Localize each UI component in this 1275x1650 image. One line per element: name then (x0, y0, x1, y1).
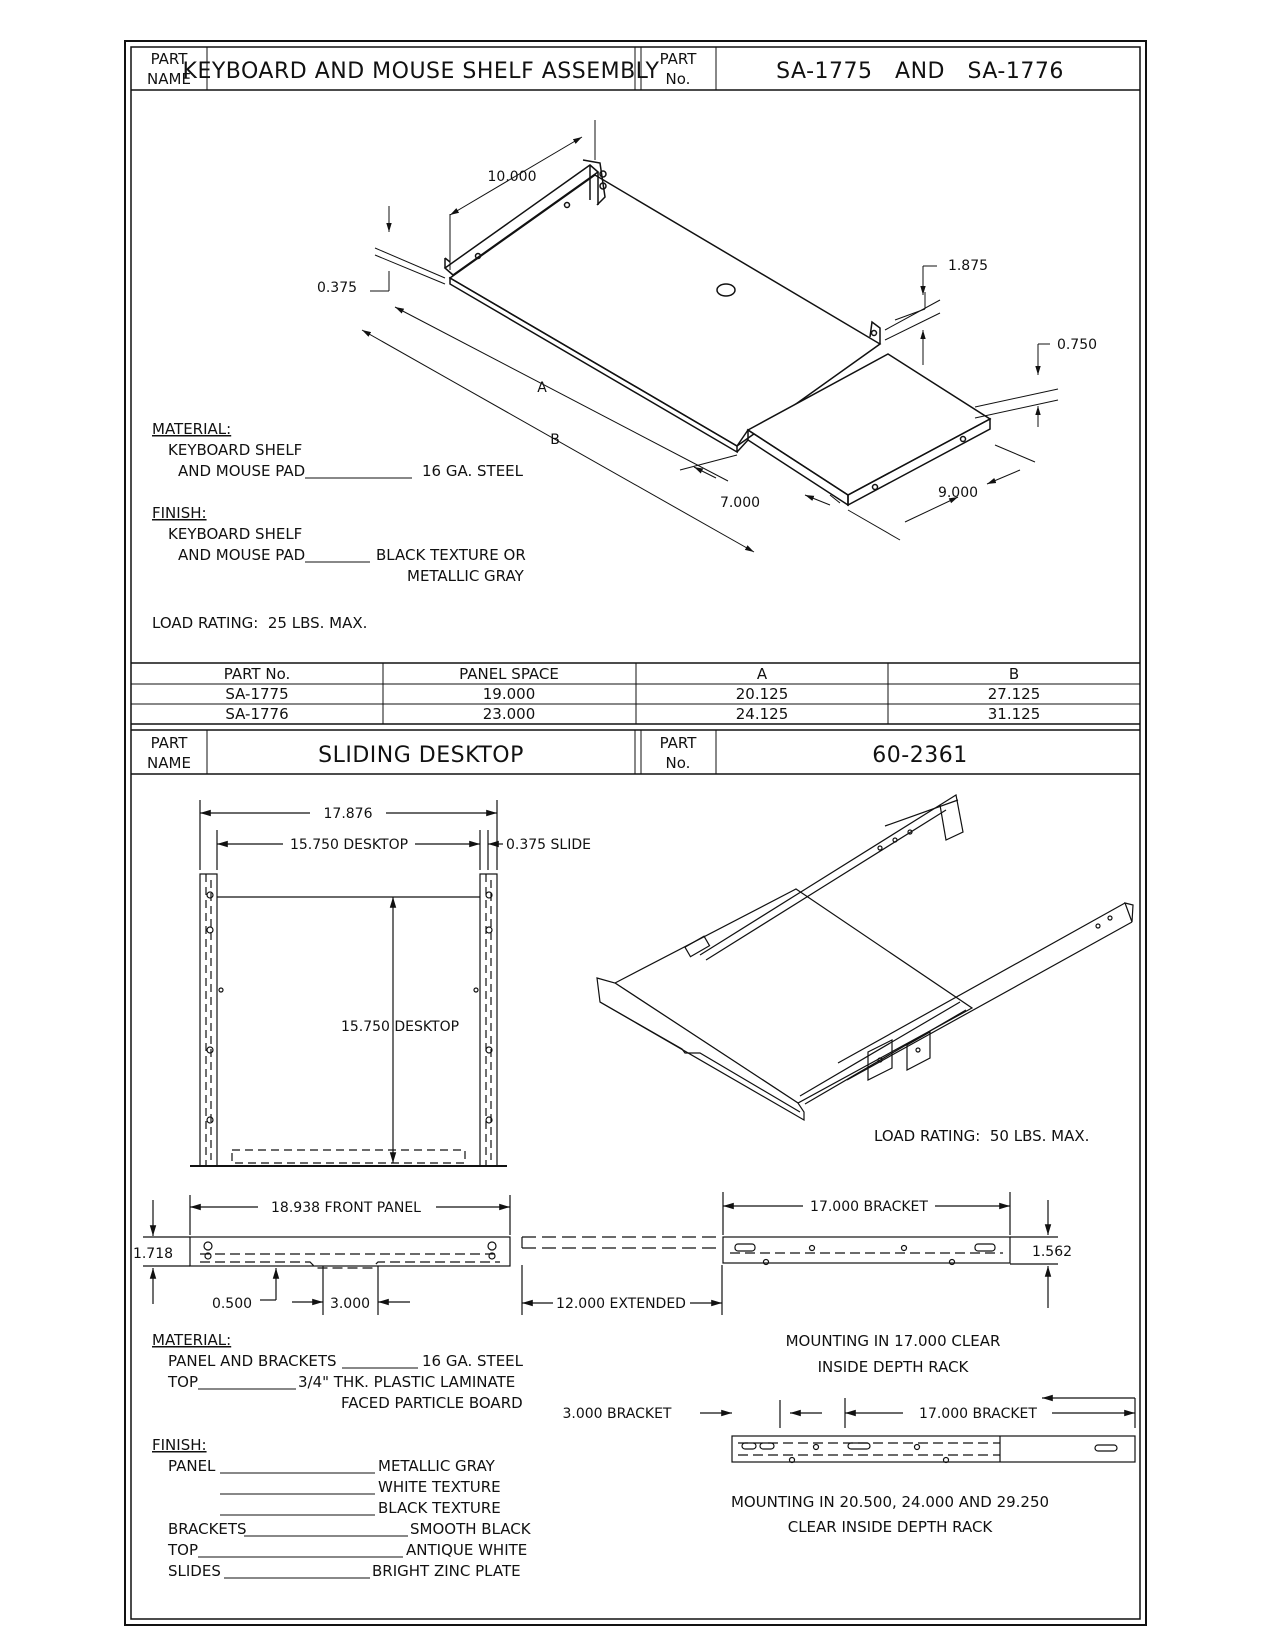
table-header-space: PANEL SPACE (459, 665, 559, 683)
part-name-label-1b: NAME (147, 70, 191, 88)
part-no-label-1a: PART (659, 50, 697, 68)
finish-line2-1: AND MOUSE PAD (178, 546, 306, 564)
finish-heading-1: FINISH: (152, 504, 207, 522)
table-header-a: A (756, 665, 768, 683)
part-name-2: SLIDING DESKTOP (318, 743, 524, 768)
material-value: 3/4" THK. PLASTIC LAMINATE (298, 1373, 516, 1391)
material-label: PANEL AND BRACKETS (168, 1352, 337, 1370)
finish-heading-2: FINISH: (152, 1436, 207, 1454)
mount1-line1: MOUNTING IN 17.000 CLEAR (785, 1332, 1001, 1350)
dim-bracket: 17.000 BRACKET (810, 1199, 928, 1215)
part-no-label-2a: PART (659, 734, 697, 752)
table-cell: 27.125 (987, 685, 1041, 703)
dim-7000: 7.000 (719, 495, 761, 511)
dim-1875: 1.875 (947, 258, 989, 274)
part-no-1: SA-1775 AND SA-1776 (776, 59, 1064, 84)
dim-desktop-width: 15.750 DESKTOP (289, 837, 409, 853)
mount1-line2: INSIDE DEPTH RACK (817, 1358, 969, 1376)
dim-b: B (550, 432, 560, 448)
dim-0500: 0.500 (211, 1296, 253, 1312)
table-header-part: PART No. (223, 665, 291, 683)
load-rating-2: LOAD RATING: 50 LBS. MAX. (874, 1127, 1090, 1145)
finish-value1-1: BLACK TEXTURE OR (376, 546, 526, 564)
finish-value: WHITE TEXTURE (378, 1478, 501, 1496)
finish-label: PANEL (168, 1457, 216, 1475)
dim-1718: 1.718 (132, 1246, 174, 1262)
finish-value: BRIGHT ZINC PLATE (372, 1562, 521, 1580)
finish-value: ANTIQUE WHITE (406, 1541, 528, 1559)
table-cell: 19.000 (482, 685, 536, 703)
part-name-label-2b: NAME (147, 754, 191, 772)
material-line1-1: KEYBOARD SHELF (168, 441, 303, 459)
finish-label: BRACKETS (168, 1520, 247, 1538)
table-cell: 20.125 (735, 685, 789, 703)
sliding-desktop-iso (597, 795, 1133, 1120)
part-name-label-2a: PART (150, 734, 188, 752)
table-cell: SA-1775 (225, 685, 289, 703)
dim-extended: 12.000 EXTENDED (556, 1296, 686, 1312)
material-heading-2: MATERIAL: (152, 1331, 232, 1349)
table-header-b: B (1008, 665, 1020, 683)
dim-1562: 1.562 (1031, 1244, 1073, 1260)
dim-long-bracket: 17.000 BRACKET (919, 1406, 1037, 1422)
dim-17876: 17.876 (323, 806, 373, 822)
table-cell: SA-1776 (225, 705, 289, 723)
mount2-line2: CLEAR INSIDE DEPTH RACK (787, 1518, 993, 1536)
part-no-label-2b: No. (665, 754, 691, 772)
table-cell: 23.000 (482, 705, 536, 723)
load-rating-1: LOAD RATING: 25 LBS. MAX. (152, 614, 368, 632)
mount2-line1: MOUNTING IN 20.500, 24.000 AND 29.250 (730, 1493, 1050, 1511)
finish-value: METALLIC GRAY (378, 1457, 495, 1475)
dim-0750: 0.750 (1056, 337, 1098, 353)
part-no-label-1b: No. (665, 70, 691, 88)
table-cell: 31.125 (987, 705, 1041, 723)
material-value: 16 GA. STEEL (422, 1352, 524, 1370)
finish-value: BLACK TEXTURE (378, 1499, 501, 1517)
dim-a: A (537, 380, 547, 396)
finish-label: TOP (168, 1541, 199, 1559)
material-heading-1: MATERIAL: (152, 420, 232, 438)
material-label: TOP (168, 1373, 199, 1391)
dim-9000: 9.000 (937, 485, 979, 501)
extended-bracket-drawing (700, 1398, 1135, 1463)
finish-line1-1: KEYBOARD SHELF (168, 525, 303, 543)
title-block-2 (131, 730, 1140, 774)
dim-0375: 0.375 (316, 280, 358, 296)
table-cell: 24.125 (735, 705, 789, 723)
keyboard-shelf-drawing (445, 160, 990, 505)
material-value-1: 16 GA. STEEL (422, 462, 524, 480)
part-name-1: KEYBOARD AND MOUSE SHELF ASSEMBLY (182, 59, 660, 84)
dim-desktop-depth: 15.750 DESKTOP (340, 1019, 460, 1035)
finish-value: SMOOTH BLACK (410, 1520, 531, 1538)
sliding-desktop-plan (190, 800, 507, 1166)
finish-value2-1: METALLIC GRAY (407, 567, 524, 585)
material-value: FACED PARTICLE BOARD (341, 1394, 523, 1412)
finish-label: SLIDES (168, 1562, 221, 1580)
dim-10000: 10.000 (487, 169, 537, 185)
dim-notch-3000: 3.000 (329, 1296, 371, 1312)
dim-slide: 0.375 SLIDE (506, 837, 591, 853)
dim-front-panel: 18.938 FRONT PANEL (271, 1200, 421, 1216)
material-line2-1: AND MOUSE PAD (178, 462, 306, 480)
part-no-2: 60-2361 (872, 743, 968, 768)
dim-short-bracket: 3.000 BRACKET (562, 1406, 672, 1422)
part-name-label-1a: PART (150, 50, 188, 68)
